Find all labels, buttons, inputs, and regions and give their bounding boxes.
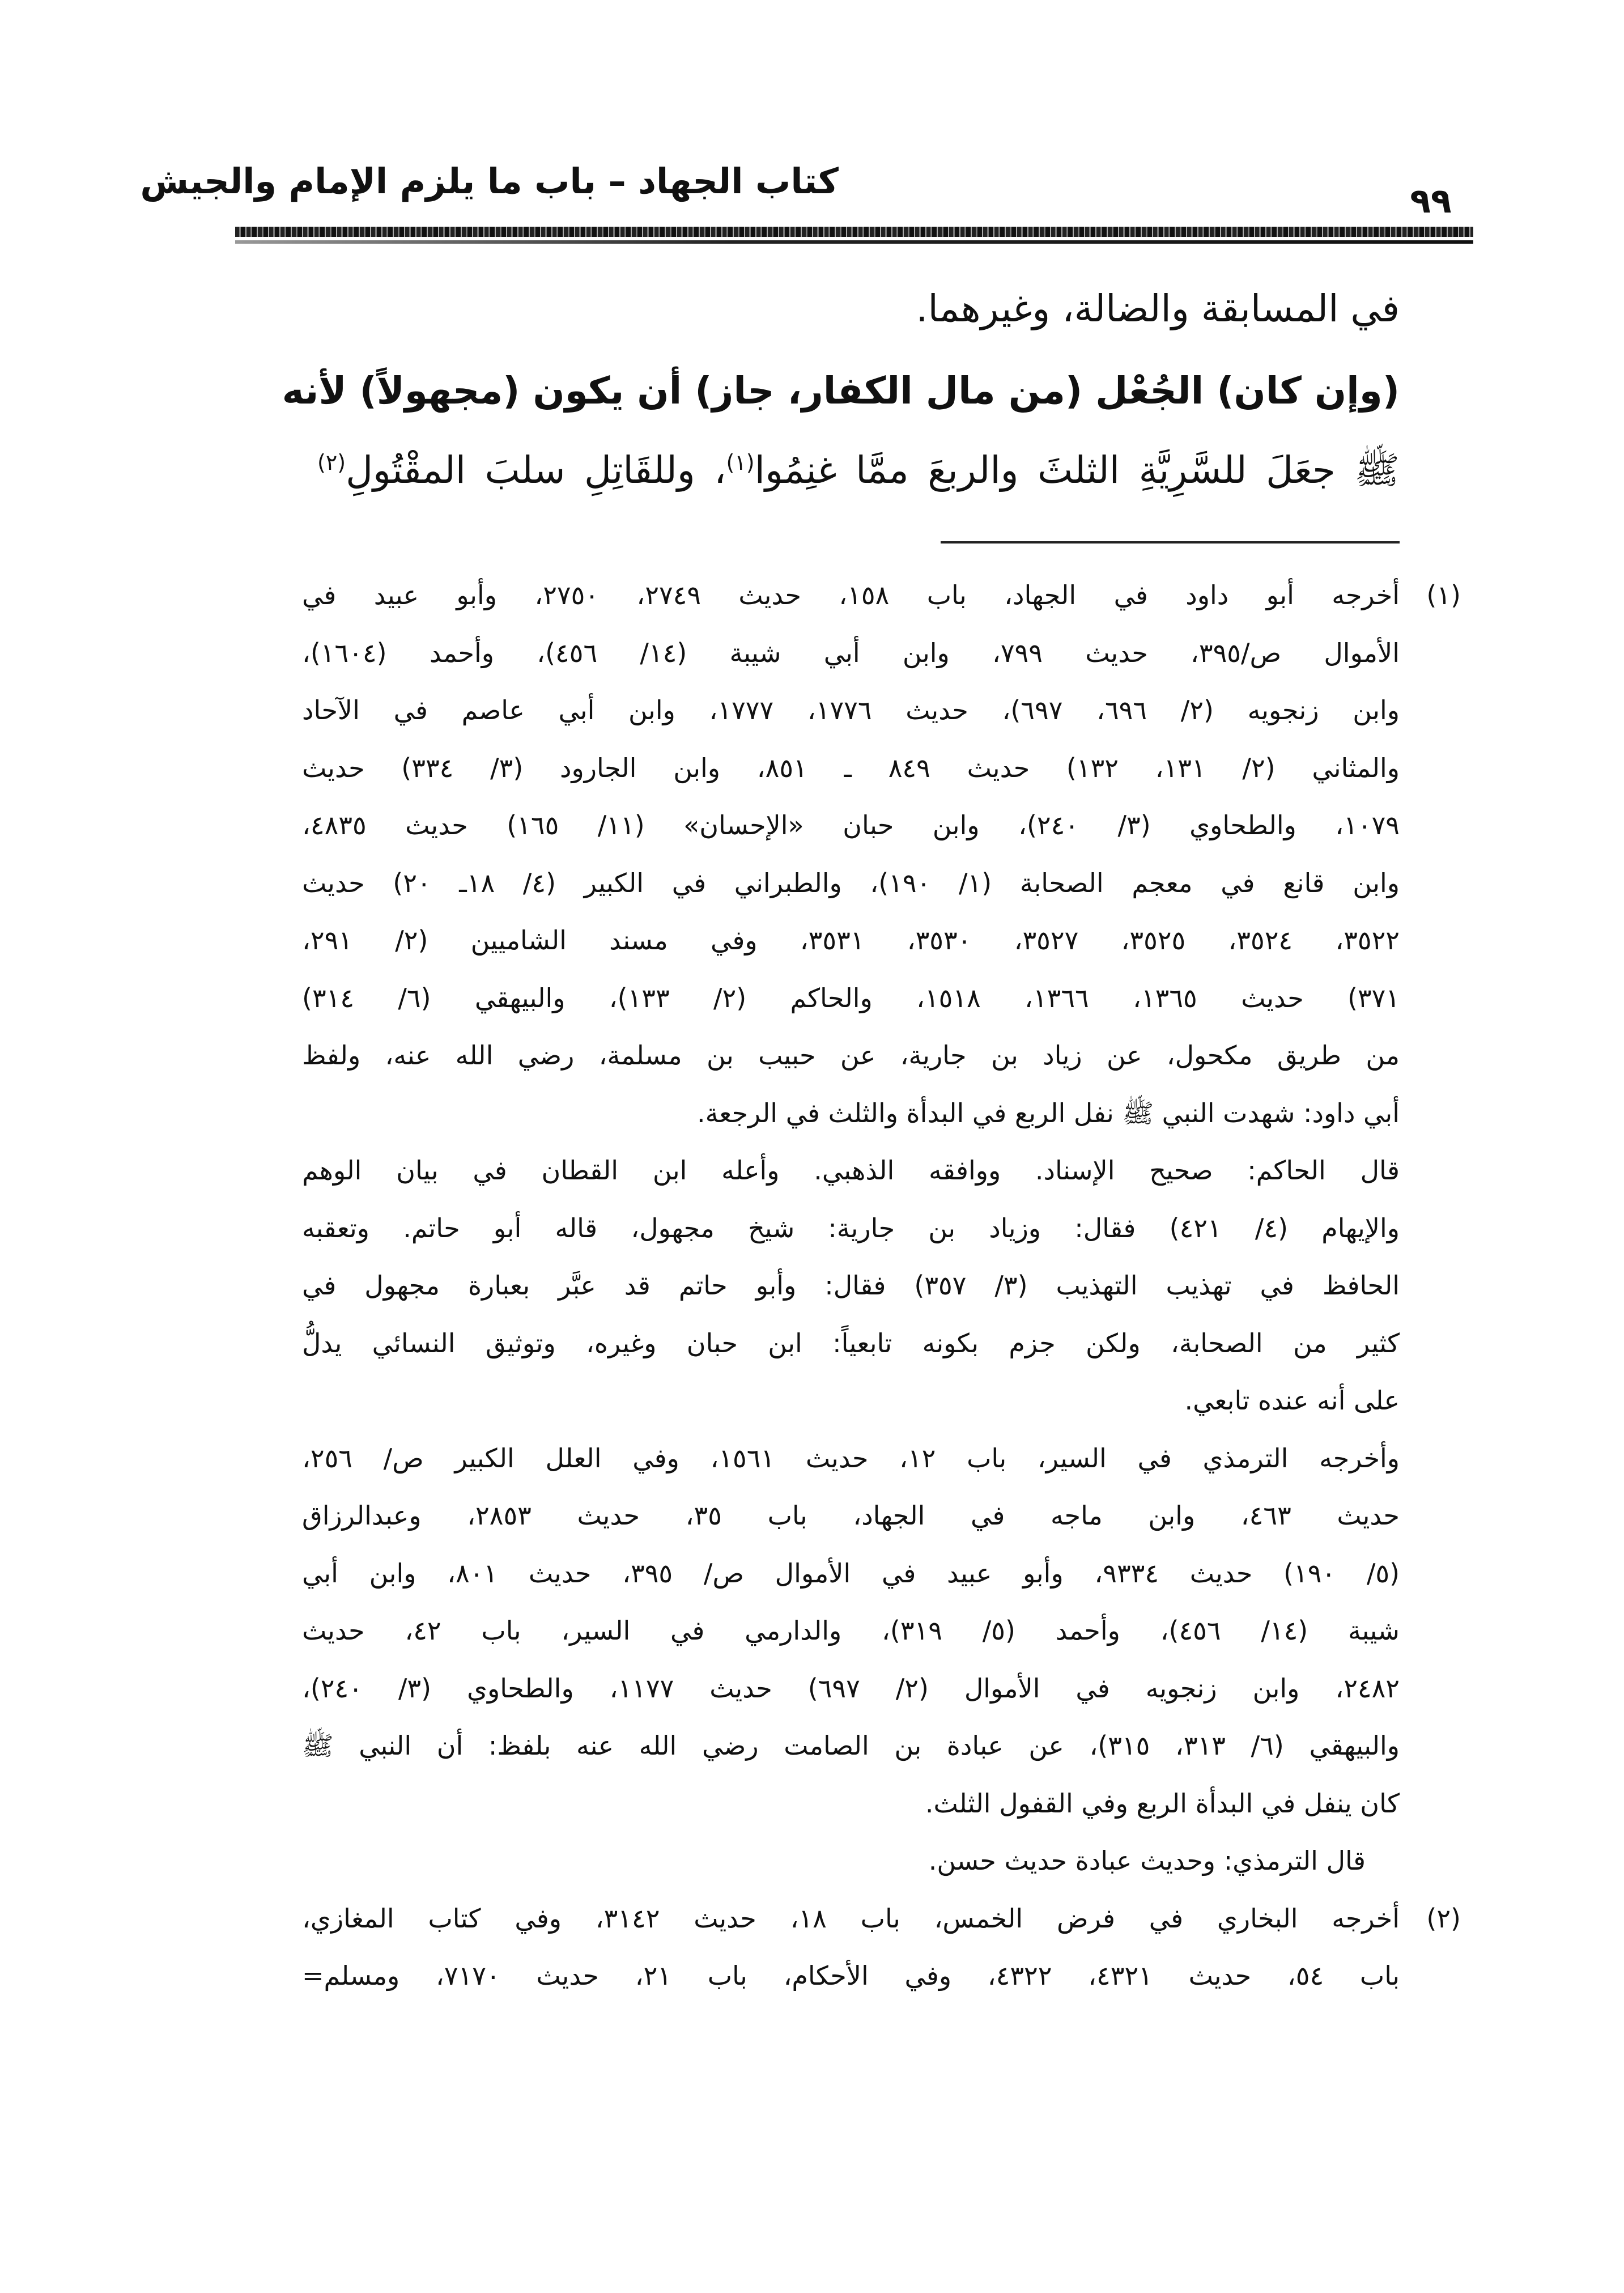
main-text-line-1: في المسابقة والضالة، وغيرهما.	[916, 287, 1400, 330]
footnote-line: ١٠٧٩، والطحاوي (٣/ ٢٤٠)، وابن حبان «الإحسان» (١١/ ١٦٥) حديث ٤٨٣٥،	[302, 810, 1400, 840]
footnote-line: والبيهقي (٦/ ٣١٣، ٣١٥)، عن عبادة بن الصامت رضي الله عنه بلفظ: أن النبي ﷺ	[302, 1730, 1400, 1761]
footnote-line: والإيهام (٤/ ٤٢١) فقال: وزياد بن جارية: شيخ مجهول، قاله أبو حاتم. وتعقبه	[302, 1212, 1400, 1243]
footnote-line: من طريق مكحول، عن زياد بن جارية، عن حبيب بن مسلمة، رضي الله عنه، ولفظ	[302, 1040, 1400, 1071]
footnote-number: (٢)	[1426, 1903, 1461, 1934]
footnote-line: كثير من الصحابة، ولكن جزم بكونه تابعياً: ابن حبان وغيره، وتوثيق النسائي يدلُّ	[302, 1327, 1400, 1358]
main-text-segment: ﷺ جعَلَ للسَّرِيَّةِ الثلثَ والربعَ ممَّا غنِمُوا	[754, 448, 1400, 492]
footnote-ref-2: (٢)	[317, 450, 346, 475]
footnote-separator	[941, 541, 1400, 543]
footnote-line: أخرجه البخاري في فرض الخمس، باب ١٨، حديث ٣١٤٢، وفي كتاب المغازي،	[302, 1903, 1400, 1934]
footnote-line: الأموال ص/٣٩٥، حديث ٧٩٩، وابن أبي شيبة (١٤/ ٤٥٦)، وأحمد (١٦٠٤)،	[302, 637, 1400, 668]
footnote-number: (١)	[1426, 580, 1461, 610]
footnote-line: باب ٥٤، حديث ٤٣٢١، ٤٣٢٢، وفي الأحكام، باب ٢١، حديث ٧١٧٠، ومسلم=	[302, 1960, 1400, 1991]
main-text-segment: ، وللقَاتِلِ سلبَ المقْتُولِ	[346, 448, 726, 492]
running-title: كتاب الجهاد – باب ما يلزم الإمام والجيش	[140, 160, 839, 202]
footnote-line: ٣٥٢٢، ٣٥٢٤، ٣٥٢٥، ٣٥٢٧، ٣٥٣٠، ٣٥٣١، وفي مسند الشاميين (٢/ ٢٩١،	[302, 925, 1400, 956]
footnote-line: على أنه عنده تابعي.	[1184, 1385, 1400, 1416]
header-thin-rule	[235, 240, 1473, 244]
main-text-line-3	[317, 436, 1400, 504]
footnote-line: ٣٧١) حديث ١٣٦٥، ١٣٦٦، ١٥١٨، والحاكم (٢/ ١٣٣)، والبيهقي (٦/ ٣١٤)	[302, 982, 1400, 1013]
footnote-line: وأخرجه الترمذي في السير، باب ١٢، حديث ١٥٦١، وفي العلل الكبير ص/ ٢٥٦،	[302, 1442, 1400, 1474]
footnote-line: قال الحاكم: صحيح الإسناد. ووافقه الذهبي. وأعله ابن القطان في بيان الوهم	[302, 1155, 1400, 1186]
footnote-line: أبي داود: شهدت النبي ﷺ نفل الربع في البدأة والثلث في الرجعة.	[696, 1097, 1400, 1128]
footnote-line: حديث ٤٦٣، وابن ماجه في الجهاد، باب ٣٥، حديث ٢٨٥٣، وعبدالرزاق	[302, 1500, 1400, 1531]
footnote-ref-1: (١)	[726, 450, 755, 475]
main-text-line-2: (وإن كان) الجُعْل (من مال الكفار، جاز) أن يكون (مجهولاً) لأنه	[282, 369, 1400, 413]
footnote-line: شيبة (١٤/ ٤٥٦)، وأحمد (٥/ ٣١٩)، والدارمي في السير، باب ٤٢، حديث	[302, 1615, 1400, 1646]
footnote-line: كان ينفل في البدأة الربع وفي القفول الثلث.	[925, 1787, 1400, 1819]
footnote-line: الحافظ في تهذيب التهذيب (٣/ ٣٥٧) فقال: وأبو حاتم قد عبَّر بعبارة مجهول في	[302, 1270, 1400, 1301]
footnote-line: والمثاني (٢/ ١٣١، ١٣٢) حديث ٨٤٩ ـ ٨٥١، وابن الجارود (٣/ ٣٣٤) حديث	[302, 752, 1400, 783]
footnote-line: ٢٤٨٢، وابن زنجويه في الأموال (٢/ ٦٩٧) حديث ١١٧٧، والطحاوي (٣/ ٢٤٠)،	[302, 1672, 1400, 1704]
footnote-line: وابن زنجويه (٢/ ٦٩٦، ٦٩٧)، حديث ١٧٧٦، ١٧٧٧، وابن أبي عاصم في الآحاد	[302, 695, 1400, 725]
header-ornamental-rule	[235, 227, 1473, 237]
footnote-line: (٥/ ١٩٠) حديث ٩٣٣٤، وأبو عبيد في الأموال ص/ ٣٩٥، حديث ٨٠١، وابن أبي	[302, 1557, 1400, 1589]
footnote-line: قال الترمذي: وحديث عبادة حديث حسن.	[928, 1845, 1366, 1876]
footnote-line: أخرجه أبو داود في الجهاد، باب ١٥٨، حديث ٢٧٤٩، ٢٧٥٠، وأبو عبيد في	[302, 580, 1400, 610]
page-number: ٩٩	[1410, 181, 1452, 221]
footnote-line: وابن قانع في معجم الصحابة (١/ ١٩٠)، والطبراني في الكبير (٤/ ١٨ـ ٢٠) حديث	[302, 867, 1400, 898]
